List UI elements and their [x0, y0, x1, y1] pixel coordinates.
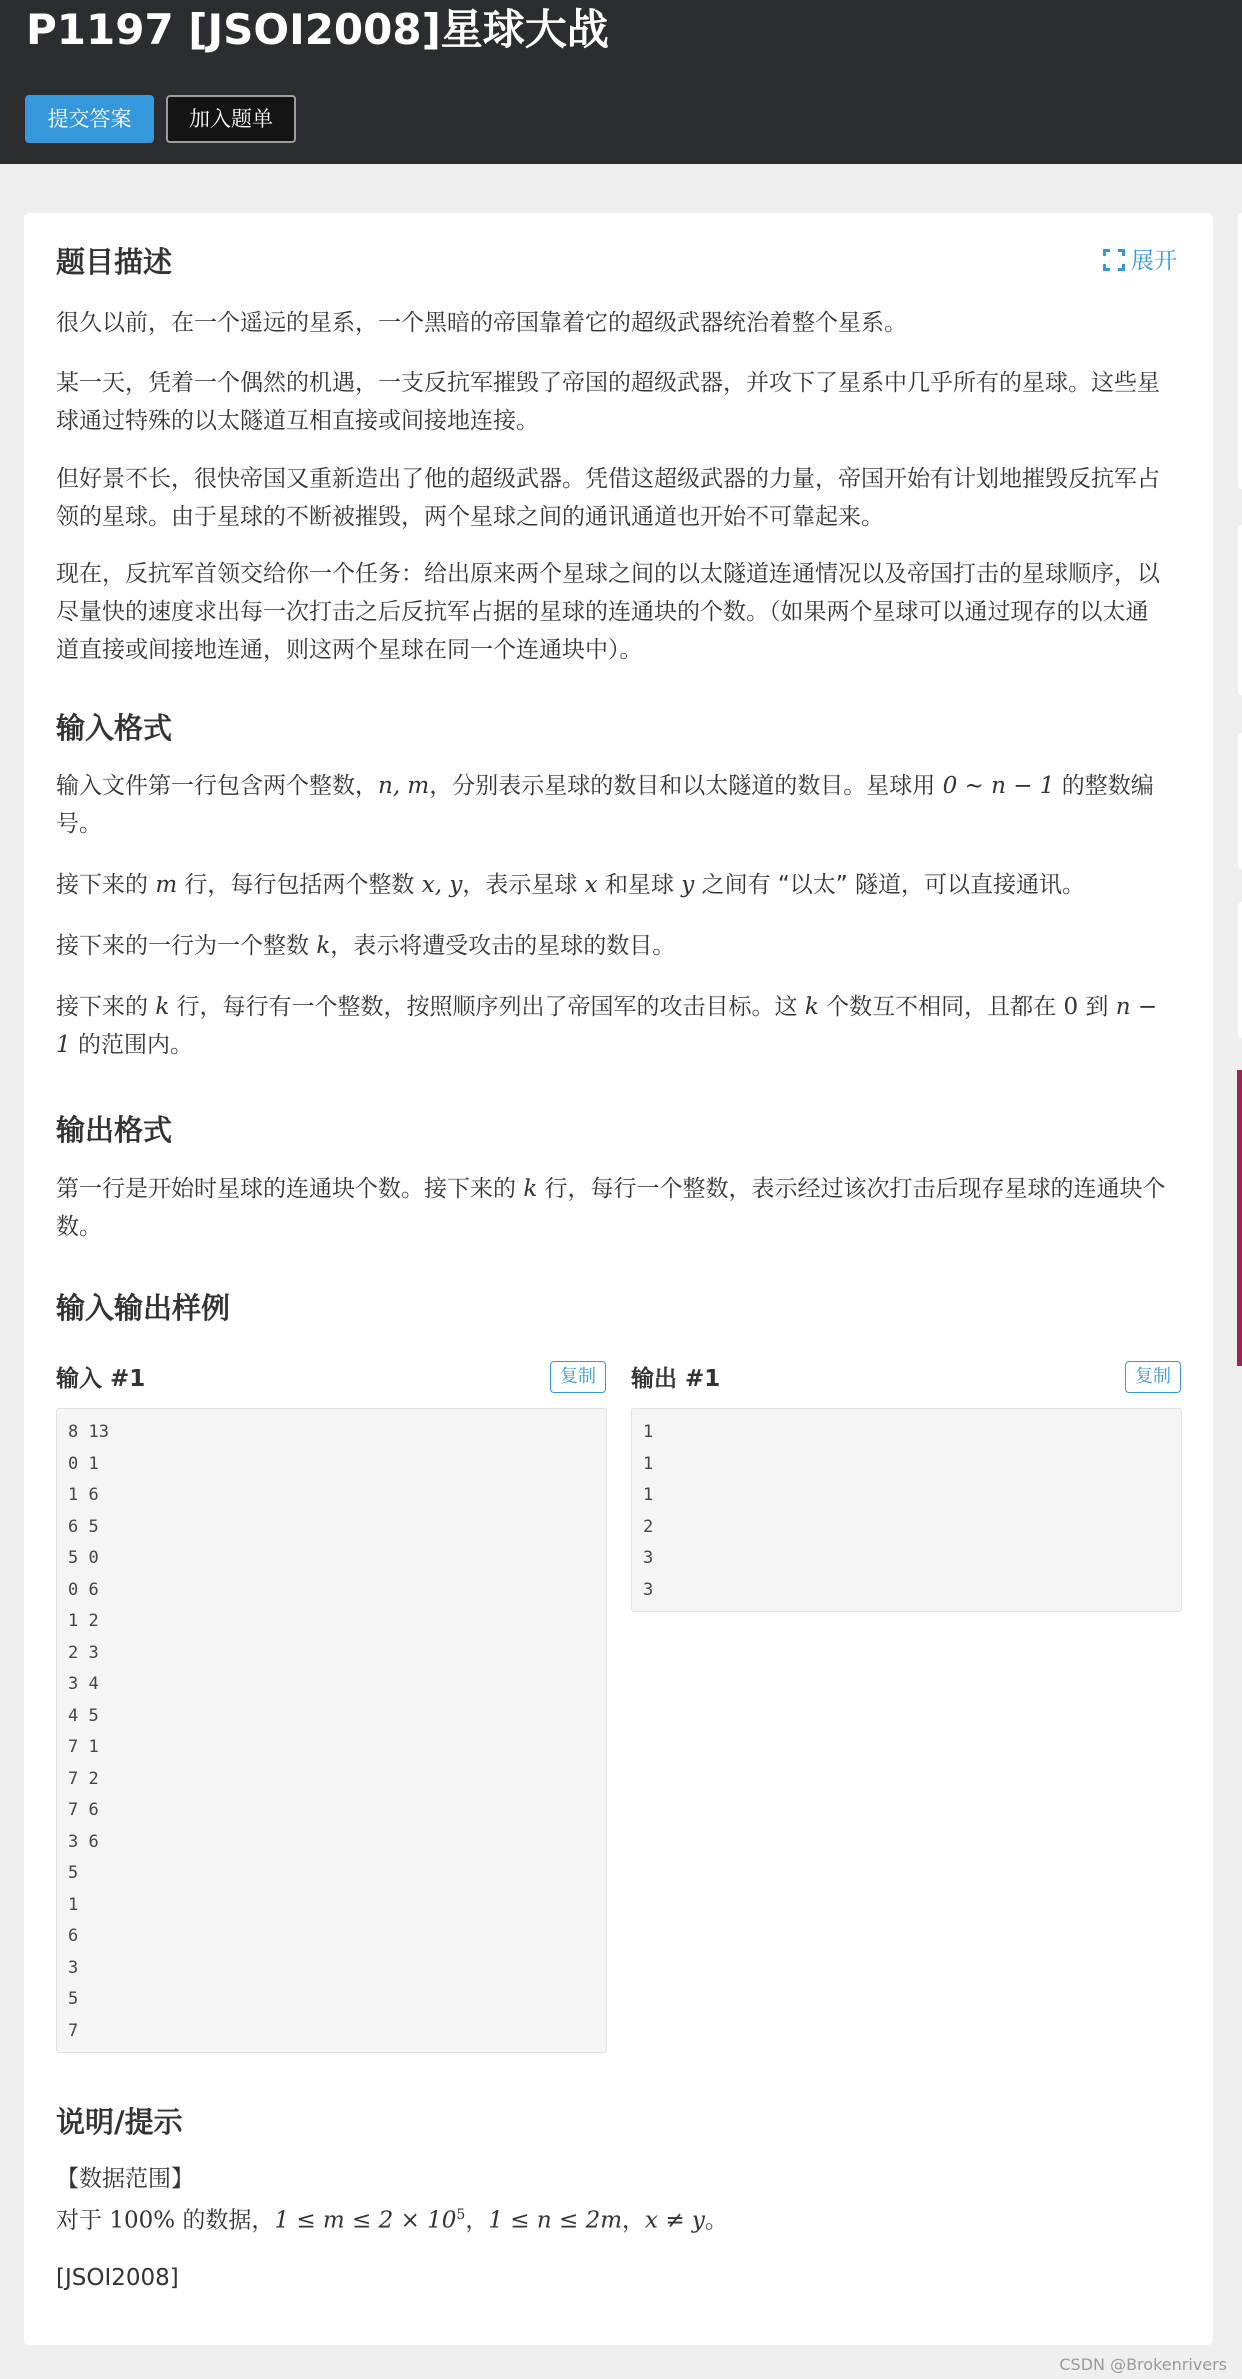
sidebar-accent-bar	[1237, 1070, 1242, 1366]
submit-answer-button[interactable]: 提交答案	[25, 95, 154, 143]
hint-heading: 说明/提示	[56, 2105, 183, 2139]
sample-input-box[interactable]	[56, 1408, 607, 2053]
output-format-heading: 输出格式	[56, 1113, 173, 1147]
code-line: 1 6	[68, 1485, 99, 1505]
code-line: 1	[643, 1453, 654, 1474]
code-line: 2	[643, 1516, 654, 1537]
sidebar-card-edge	[1238, 213, 1242, 489]
code-line: 2 3	[68, 1642, 99, 1663]
code-line: 6	[68, 1926, 79, 1946]
sidebar-card-edge	[1238, 525, 1242, 695]
code-line: 1 2	[68, 1611, 99, 1631]
code-line: 0 1	[68, 1453, 99, 1474]
description-paragraph: 但好景不长，很快帝国又重新造出了他的超级武器。凭借这超级武器的力量，帝国开始有计划地摧毁反抗军占领的星球。由于星球的不断被摧毁，两个星球之间的通讯通道也开始不可靠起来。	[56, 466, 1160, 530]
code-line: 7	[68, 2020, 79, 2041]
sidebar-card-edge	[1238, 733, 1242, 869]
code-line: 5	[68, 1863, 79, 1883]
sample-output-box[interactable]	[631, 1408, 1182, 1612]
code-line: 6 5	[68, 1516, 99, 1537]
code-line: 0 6	[68, 1579, 99, 1600]
expand-icon	[1103, 249, 1125, 271]
code-line: 5	[68, 1989, 79, 2009]
code-line: 3	[643, 1579, 654, 1600]
input-format-paragraph: 输入文件第一行包含两个整数，n, m，分别表示星球的数目和以太隧道的数目。星球用 0 ∼ n − 1 的整数编号。	[56, 773, 1154, 837]
code-line: 8 13	[68, 1422, 109, 1442]
code-line: 1	[643, 1485, 654, 1505]
input-format-paragraph: 接下来的一行为一个整数 k，表示将遭受攻击的星球的数目。	[56, 933, 676, 959]
sidebar-card-edge	[1238, 902, 1242, 1038]
code-line: 7 2	[68, 1768, 99, 1789]
data-range-text: 对于 100% 的数据，$1 \le m \le 2 \times 10^5$，1 ≤ n ≤ 2m，x ≠ y。	[56, 2207, 728, 2234]
description-paragraph: 现在，反抗军首领交给你一个任务：给出原来两个星球之间的以太隧道连通情况以及帝国打击的星球顺序，以尽量快的速度求出每一次打击之后反抗军占据的星球的连通块的个数。（如果两个星球可以通过现存的以太通道直接或间接地连通，则这两个星球在同一个连通块中）。	[56, 561, 1160, 663]
code-line: 7 6	[68, 1800, 99, 1820]
code-line: 3	[643, 1548, 654, 1568]
problem-source: [JSOI2008]	[56, 2265, 179, 2291]
expand-button[interactable]	[1103, 245, 1177, 277]
watermark: CSDN @Brokenrivers	[1059, 2355, 1227, 2374]
input-format-paragraph: 接下来的 k 行，每行有一个整数，按照顺序列出了帝国军的攻击目标。这 k 个数互不相同，且都在 0 到 n − 1 的范围内。	[56, 994, 1158, 1058]
sample-output-label: 输出 #1	[631, 1366, 721, 1392]
problem-title: P1197 [JSOI2008]星球大战	[26, 5, 609, 54]
data-range-title: 【数据范围】	[56, 2166, 194, 2192]
code-line: 4 5	[68, 1705, 99, 1726]
code-line: 3 6	[68, 1831, 99, 1852]
samples-heading: 输入输出样例	[56, 1291, 231, 1325]
input-format-paragraph: 接下来的 m 行，每行包括两个整数 x, y，表示星球 x 和星球 y 之间有 “以太” 隧道，可以直接通讯。	[56, 872, 1086, 898]
code-line: 1	[643, 1422, 654, 1442]
output-format-paragraph: 第一行是开始时星球的连通块个数。接下来的 k 行，每行一个整数，表示经过该次打击后现存星球的连通块个数。	[56, 1176, 1166, 1240]
code-line: 3 4	[68, 1674, 99, 1694]
description-paragraph: 很久以前，在一个遥远的星系，一个黑暗的帝国靠着它的超级武器统治着整个星系。	[56, 310, 907, 336]
code-line: 3	[68, 1957, 79, 1978]
add-to-list-button[interactable]: 加入题单	[166, 95, 296, 143]
expand-label: 展开	[1131, 248, 1177, 274]
description-heading: 题目描述	[56, 245, 173, 279]
copy-output-button[interactable]: 复制	[1125, 1361, 1181, 1393]
code-line: 1	[68, 1894, 79, 1915]
code-line: 7 1	[68, 1737, 99, 1757]
description-paragraph: 某一天，凭着一个偶然的机遇，一支反抗军摧毁了帝国的超级武器，并攻下了星系中几乎所有的星球。这些星球通过特殊的以太隧道互相直接或间接地连接。	[56, 370, 1160, 434]
problem-header	[0, 0, 1242, 164]
copy-input-button[interactable]: 复制	[550, 1361, 606, 1393]
code-line: 5 0	[68, 1548, 99, 1568]
sample-input-label: 输入 #1	[56, 1366, 146, 1392]
input-format-heading: 输入格式	[56, 711, 173, 745]
